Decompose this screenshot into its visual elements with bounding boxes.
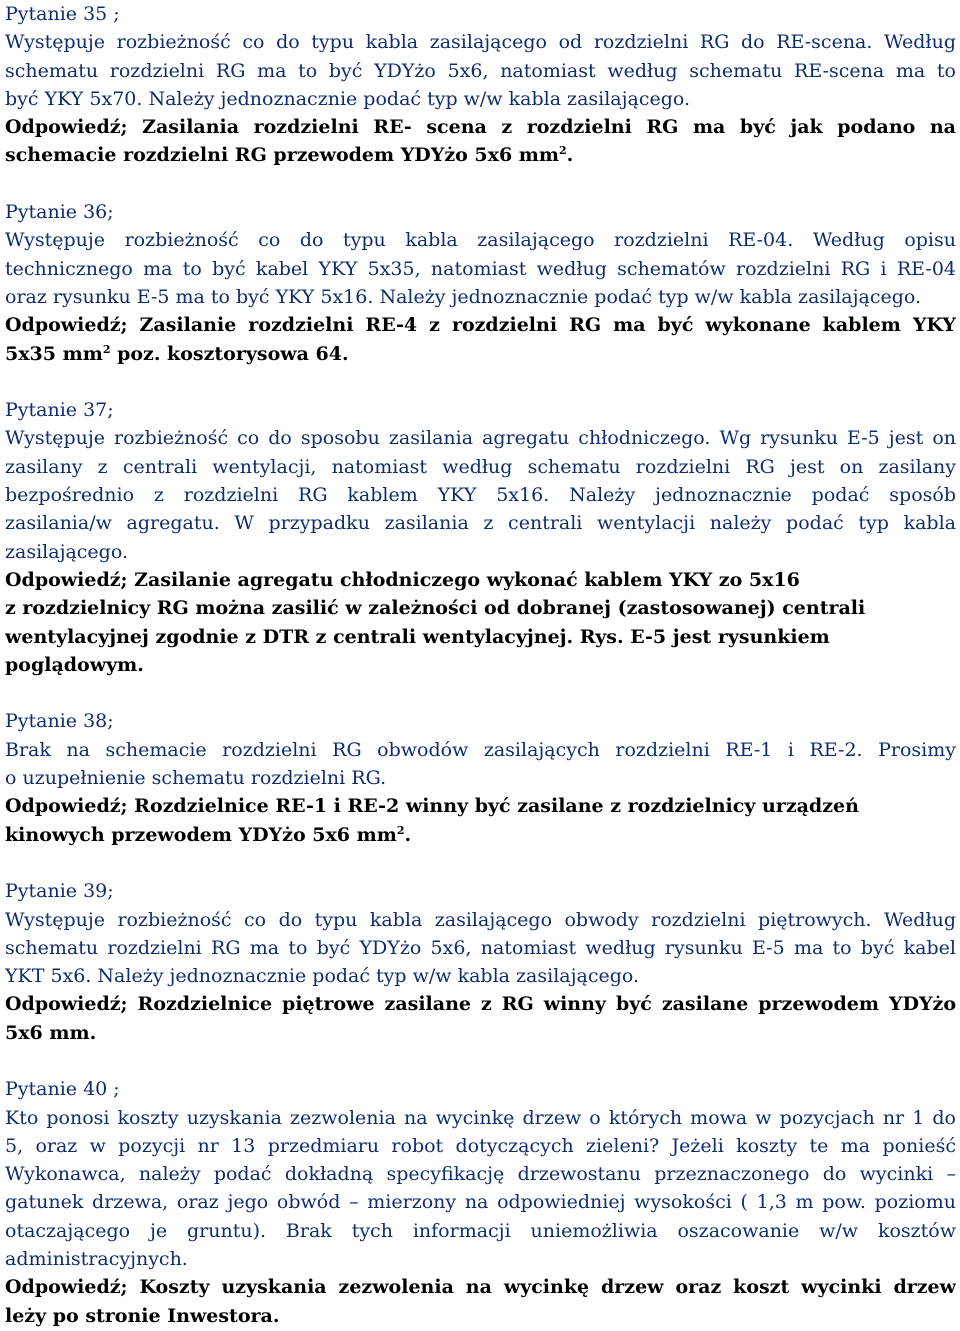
question-block-39 — [5, 877, 956, 1047]
answer-text-line — [5, 141, 956, 169]
question-text-line: YKT 5x6. Należy jednoznacznie podać typ w/w kabla zasilającego. — [5, 965, 640, 988]
question-text-line: 5, oraz w pozycji nr 13 przedmiaru robot dotyczących zieleni? Jeżeli koszty te ma ponieść — [5, 1134, 956, 1157]
question-block-36 — [5, 198, 956, 368]
question-heading: Pytanie 39; — [5, 880, 114, 903]
answer-text: kinowych przewodem YDYżo 5x6 mm — [5, 823, 397, 846]
question-block-37 — [5, 396, 956, 679]
superscript: 2 — [396, 823, 405, 837]
spacer — [5, 679, 956, 707]
spacer — [5, 1047, 956, 1075]
answer-text-line: Odpowiedź; Zasilanie rozdzielni RE-4 z rozdzielni RG ma być wykonane kablem YKY — [5, 314, 956, 337]
question-text-line: technicznego ma to być kabel YKY 5x35, natomiast według schematów rozdzielni RG i RE-04 — [5, 257, 956, 280]
answer-text-line: 5x6 mm. — [5, 1021, 97, 1044]
answer-text-line — [5, 340, 956, 368]
answer-text-line: Odpowiedź; Zasilania rozdzielni RE- scena z rozdzielni RG ma być jak podano na — [5, 116, 956, 139]
answer-text-line: wentylacyjnej zgodnie z DTR z centrali wentylacyjnej. Rys. E-5 jest rysunkiem — [5, 625, 830, 648]
spacer — [5, 368, 956, 396]
question-heading: Pytanie 35 ; — [5, 3, 120, 25]
superscript: 2 — [102, 342, 111, 356]
answer-text: schemacie rozdzielni RG przewodem YDYżo 5x6 mm — [5, 144, 559, 167]
question-text-line: Występuje rozbieżność co do typu kabla zasilającego od rozdzielni RG do RE-scena. Według — [5, 31, 956, 54]
question-text-line: oraz rysunku E-5 ma to być YKY 5x16. Należy jednoznacznie podać typ w/w kabla zasilającego. — [5, 285, 922, 308]
superscript: 2 — [559, 144, 567, 158]
question-block-38 — [5, 707, 956, 848]
question-text-line: administracyjnych. — [5, 1248, 188, 1271]
question-block-35 — [5, 0, 956, 170]
answer-text: 5x35 mm — [5, 342, 103, 365]
question-text-line: Występuje rozbieżność co do typu kabla zasilającego obwody rozdzielni piętrowych. Według — [5, 908, 956, 931]
question-text-line: otaczającego je gruntu). Brak tych informacji uniemożliwia oszacowanie w/w kosztów — [5, 1219, 956, 1242]
answer-text-line: Odpowiedź; Rozdzielnice RE-1 i RE-2 winny być zasilane z rozdzielnicy urządzeń — [5, 795, 859, 818]
question-text-line: być YKY 5x70. Należy jednoznacznie podać typ w/w kabla zasilającego. — [5, 87, 691, 110]
question-heading: Pytanie 40 ; — [5, 1078, 120, 1101]
question-heading: Pytanie 36; — [5, 201, 114, 224]
question-text-line: o uzupełnienie schematu rozdzielni RG. — [5, 767, 387, 790]
answer-text: poz. kosztorysowa 64. — [110, 342, 349, 365]
question-text-line: zasilania/w agregatu. W przypadku zasilania z centrali wentylacji należy podać typ kabla — [5, 512, 956, 535]
question-heading: Pytanie 38; — [5, 710, 114, 733]
question-text-line: Występuje rozbieżność co do typu kabla zasilającego rozdzielni RE-04. Według opisu — [5, 229, 956, 252]
question-text-line: bezpośrednio z rozdzielni RG kablem YKY 5x16. Należy jednoznacznie podać sposób — [5, 484, 956, 507]
question-text-line: Kto ponosi koszty uzyskania zezwolenia na wycinkę drzew o których mowa w pozycjach nr 1 do — [5, 1106, 956, 1129]
question-text-line: zasilającego. — [5, 540, 128, 563]
answer-text-line: leży po stronie Inwestora. — [5, 1304, 280, 1327]
spacer — [5, 170, 956, 198]
question-text-line: schematu rozdzielni RG ma to być YDYżo 5x6, natomiast według rysunku E-5 ma to być kabel — [5, 936, 956, 959]
answer-text: . — [566, 144, 574, 167]
question-text-line: schematu rozdzielni RG ma to być YDYżo 5x6, natomiast według schematu RE-scena ma to — [5, 59, 956, 82]
question-text-line: zasilany z centrali wentylacji, natomiast według schematu rozdzielni RG jest on zasilany — [5, 455, 956, 478]
question-text-line: Występuje rozbieżność co do sposobu zasilania agregatu chłodniczego. Wg rysunku E-5 jest on — [5, 427, 956, 450]
spacer — [5, 849, 956, 877]
answer-text-line: Odpowiedź; Zasilanie agregatu chłodniczego wykonać kablem YKY zo 5x16 — [5, 568, 800, 591]
question-text-line: gatunek drzewa, oraz jego obwód – mierzony na odpowiedniej wysokości ( 1,3 m pow. poziomu — [5, 1191, 956, 1214]
question-heading: Pytanie 37; — [5, 399, 114, 422]
question-text-line: Brak na schemacie rozdzielni RG obwodów zasilających rozdzielni RE-1 i RE-2. Prosimy — [5, 738, 956, 761]
answer-text-line: Odpowiedź; Rozdzielnice piętrowe zasilane z RG winny być zasilane przewodem YDYżo — [5, 993, 956, 1016]
answer-text-line: z rozdzielnicy RG można zasilić w zależności od dobranej (zastosowanej) centrali — [5, 597, 866, 620]
question-block-40 — [5, 1075, 956, 1330]
question-text-line: Wykonawca, należy podać dokładną specyfikację drzewostanu przeznaczonego do wycinki – — [5, 1163, 956, 1186]
answer-text-line: poglądowym. — [5, 653, 144, 676]
answer-text: . — [404, 823, 412, 846]
answer-text-line: Odpowiedź; Koszty uzyskania zezwolenia na wycinkę drzew oraz koszt wycinki drzew — [5, 1276, 956, 1299]
answer-text-line — [5, 821, 956, 849]
